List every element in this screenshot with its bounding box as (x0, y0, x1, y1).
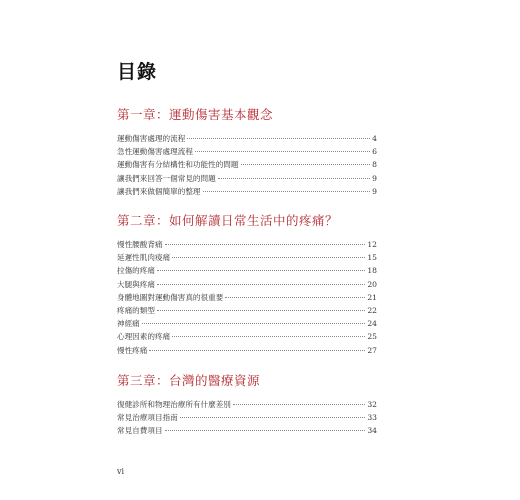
toc-page-number: 21 (367, 292, 377, 302)
leader-dots (165, 243, 366, 245)
toc-entry-text: 身體地圖對運動傷害真的很重要 (117, 292, 224, 302)
toc-page-number: 9 (372, 186, 377, 196)
leader-dots (157, 283, 365, 285)
chapter-1-title: 第一章：運動傷害基本觀念 (117, 107, 274, 122)
toc-page-number: 22 (367, 305, 377, 315)
leader-dots (157, 309, 365, 311)
leader-dots (142, 322, 366, 324)
toc-entry[interactable] (117, 278, 377, 291)
toc-entry-text: 大腿與疼痛 (117, 279, 155, 289)
toc-page-number: 18 (367, 266, 377, 276)
toc-entry-text: 心理因素的疼痛 (117, 332, 171, 342)
toc-entry-text: 運動傷害處理的流程 (117, 134, 186, 143)
toc-page-number: 20 (367, 279, 377, 289)
toc-page-number: 32 (367, 400, 377, 409)
leader-dots (157, 269, 365, 271)
leader-dots (172, 256, 365, 258)
toc-page-number: 12 (367, 240, 377, 249)
toc-entry[interactable] (117, 132, 377, 145)
toc-entry[interactable] (117, 411, 377, 424)
toc-entry-text: 常見治療項目指南 (117, 413, 178, 423)
toc-entry-text: 讓我們來回答一個常見的問題 (117, 173, 216, 183)
chapter-3 (117, 372, 377, 438)
toc-page-number: 25 (367, 332, 377, 342)
toc-entry-text: 運動傷害有分結構性和功能性的問題 (117, 160, 239, 170)
page-folio: vi (117, 467, 125, 476)
toc-entry[interactable] (117, 304, 377, 317)
toc-entry-text: 拉傷的疼痛 (117, 266, 155, 276)
toc-page-number: 9 (372, 173, 377, 183)
chapter-2 (117, 212, 377, 357)
toc-entry[interactable] (117, 251, 377, 264)
toc-entry[interactable] (117, 238, 377, 251)
toc-entry[interactable] (117, 291, 377, 304)
toc-page-number: 15 (367, 253, 377, 263)
toc-entry-text: 急性運動傷害處理流程 (117, 147, 193, 157)
toc-page-number: 27 (367, 345, 377, 355)
toc-entry[interactable] (117, 185, 377, 198)
toc-entry-text: 讓我們來做個簡單的整理 (117, 186, 201, 196)
leader-dots (165, 429, 366, 431)
chapter-1 (117, 106, 377, 198)
toc-entry-text: 疼痛的類型 (117, 305, 155, 315)
toc-entry[interactable] (117, 158, 377, 171)
page-title: 目錄 (117, 61, 158, 83)
toc-entry[interactable] (117, 424, 377, 437)
leader-dots (203, 190, 371, 192)
leader-dots (218, 177, 370, 179)
leader-dots (149, 349, 365, 351)
toc-page-number: 4 (372, 134, 377, 143)
toc-entry-text: 慢性疼痛 (117, 345, 148, 355)
toc-page-number: 24 (367, 319, 377, 329)
toc-entry[interactable] (117, 398, 377, 411)
toc-entry[interactable] (117, 145, 377, 158)
toc-entry-text: 常見自費項目 (117, 426, 163, 436)
leader-dots (187, 137, 370, 139)
toc-page-number: 34 (367, 426, 377, 436)
toc-page-number: 6 (372, 147, 377, 157)
leader-dots (195, 150, 370, 152)
toc-entry-text: 慢性腰酸背痛 (117, 240, 163, 249)
leader-dots (180, 416, 366, 418)
toc-entry[interactable] (117, 264, 377, 277)
toc-page-number: 8 (372, 160, 377, 170)
toc-entry[interactable] (117, 172, 377, 185)
chapter-2-title: 第二章：如何解讀日常生活中的疼痛？ (117, 213, 339, 228)
toc-entry-text: 延遲性肌肉痠痛 (117, 253, 171, 263)
leader-dots (225, 296, 365, 298)
leader-dots (233, 403, 365, 405)
toc-page-number: 33 (367, 413, 377, 423)
chapter-3-title: 第三章：台灣的醫療資源 (117, 373, 261, 388)
toc-entry-text: 神經痛 (117, 319, 140, 329)
leader-dots (241, 163, 371, 165)
toc-entry[interactable] (117, 330, 377, 343)
toc-entry[interactable] (117, 317, 377, 330)
toc-entry[interactable] (117, 344, 377, 357)
toc-entry-text: 復健診所和物理治療所有什麼差別 (117, 400, 231, 409)
leader-dots (172, 335, 365, 337)
